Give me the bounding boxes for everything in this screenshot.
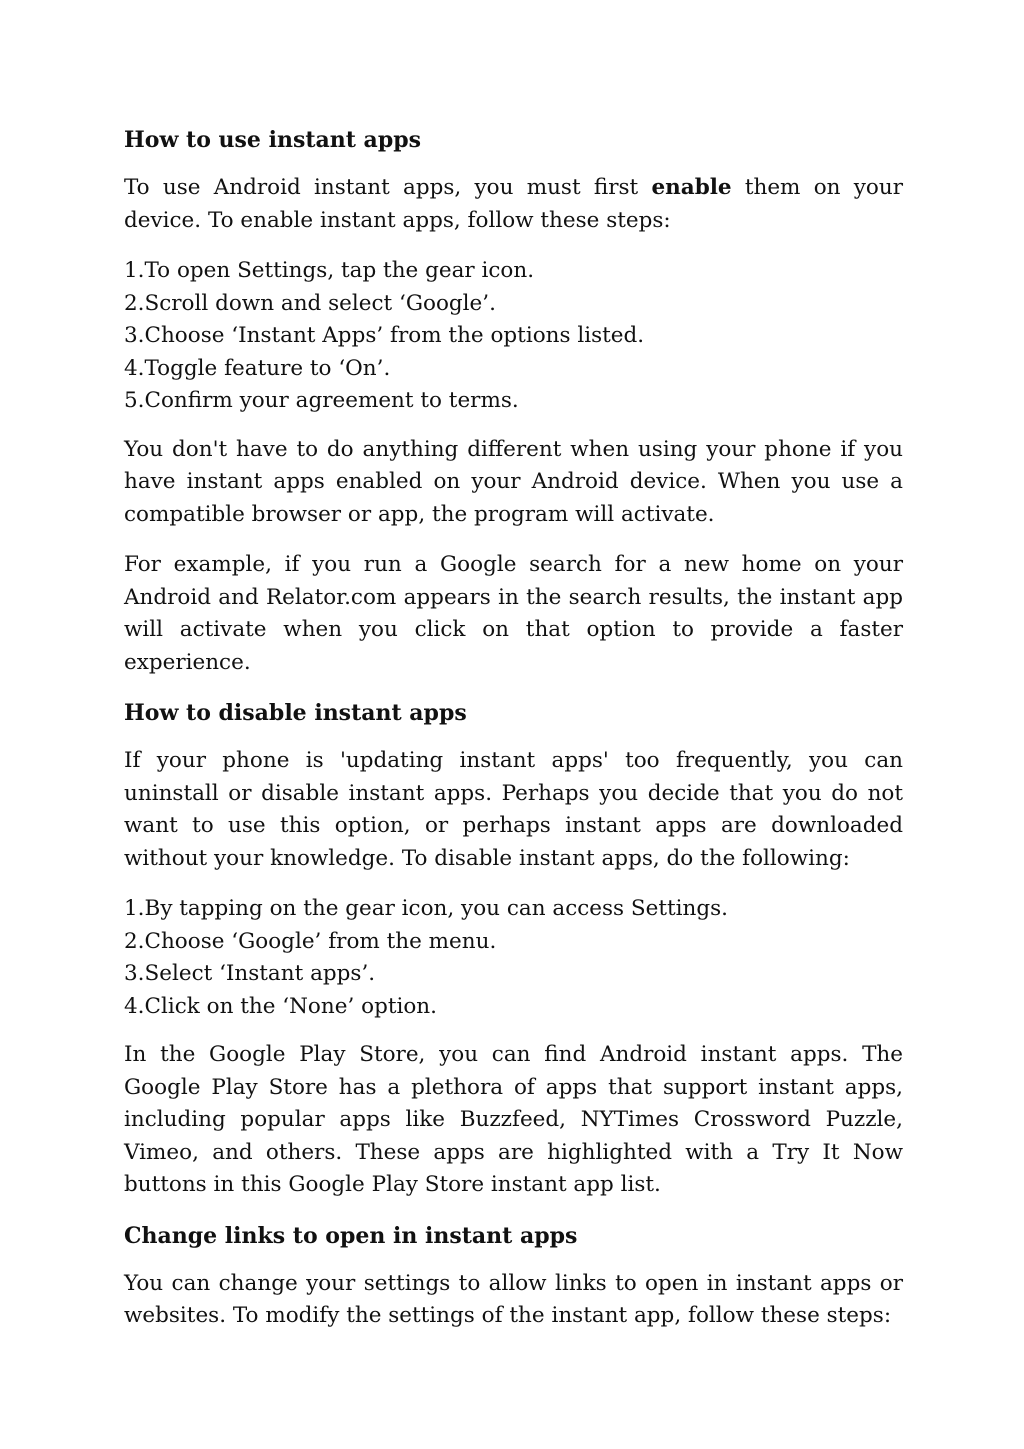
enable-intro-after: them on your device. To enable instant apps, follow these steps: [124, 175, 903, 233]
enable-intro-before: To use Android instant apps, you must first [124, 175, 652, 200]
enable-step: 2.Scroll down and select ‘Google’. [124, 290, 496, 316]
paragraph-change-links-intro: You can change your settings to allow links to open in instant apps or websites. To modify the settings of the instant app, follow these steps: [124, 1270, 903, 1328]
enable-step: 1.To open Settings, tap the gear icon. [124, 258, 535, 283]
enable-step: 4.Toggle feature to ‘On’. [124, 355, 391, 381]
paragraph-play-store: In the Google Play Store, you can find Android instant apps. The Google Play Store has a plethora of apps that support instant apps, including popular apps like Buzzfeed, NYTimes Crossword Puzzle, Vimeo, and others. These apps are highlighted with a Try It Now buttons in this Google Play Store instant app list. [124, 1042, 903, 1197]
heading-disable-instant-apps: How to disable instant apps [124, 700, 467, 726]
document-page [124, 124, 903, 1351]
disable-steps-list [124, 893, 903, 1023]
enable-intro-bold: enable [651, 175, 732, 200]
enable-step: 3.Choose ‘Instant Apps’ from the options listed. [124, 323, 645, 348]
disable-step: 3.Select ‘Instant apps’. [124, 961, 376, 986]
heading-use-instant-apps: How to use instant apps [124, 127, 421, 153]
disable-step: 2.Choose ‘Google’ from the menu. [124, 928, 497, 954]
disable-step: 4.Click on the ‘None’ option. [124, 993, 437, 1019]
heading-change-links: Change links to open in instant apps [124, 1222, 578, 1249]
paragraph-nothing-different: You don't have to do anything different when using your phone if you have instant apps enabled on your Android device. When you use a compatible browser or app, the program will activate. [124, 436, 903, 527]
enable-steps-list [124, 255, 903, 418]
enable-step: 5.Confirm your agreement to terms. [124, 388, 519, 413]
paragraph-disable-intro: If your phone is 'updating instant apps' too frequently, you can uninstall or disable instant apps. Perhaps you decide that you do not want to use this option, or perhaps instant apps are downloaded without your knowledge. To disable instant apps, do the following: [124, 748, 903, 871]
paragraph-enable-intro [124, 172, 903, 237]
disable-step: 1.By tapping on the gear icon, you can access Settings. [124, 896, 728, 921]
paragraph-example: For example, if you run a Google search for a new home on your Android and Relator.com appears in the search results, the instant app will activate when you click on that option to provide a faster experience. [124, 552, 903, 675]
